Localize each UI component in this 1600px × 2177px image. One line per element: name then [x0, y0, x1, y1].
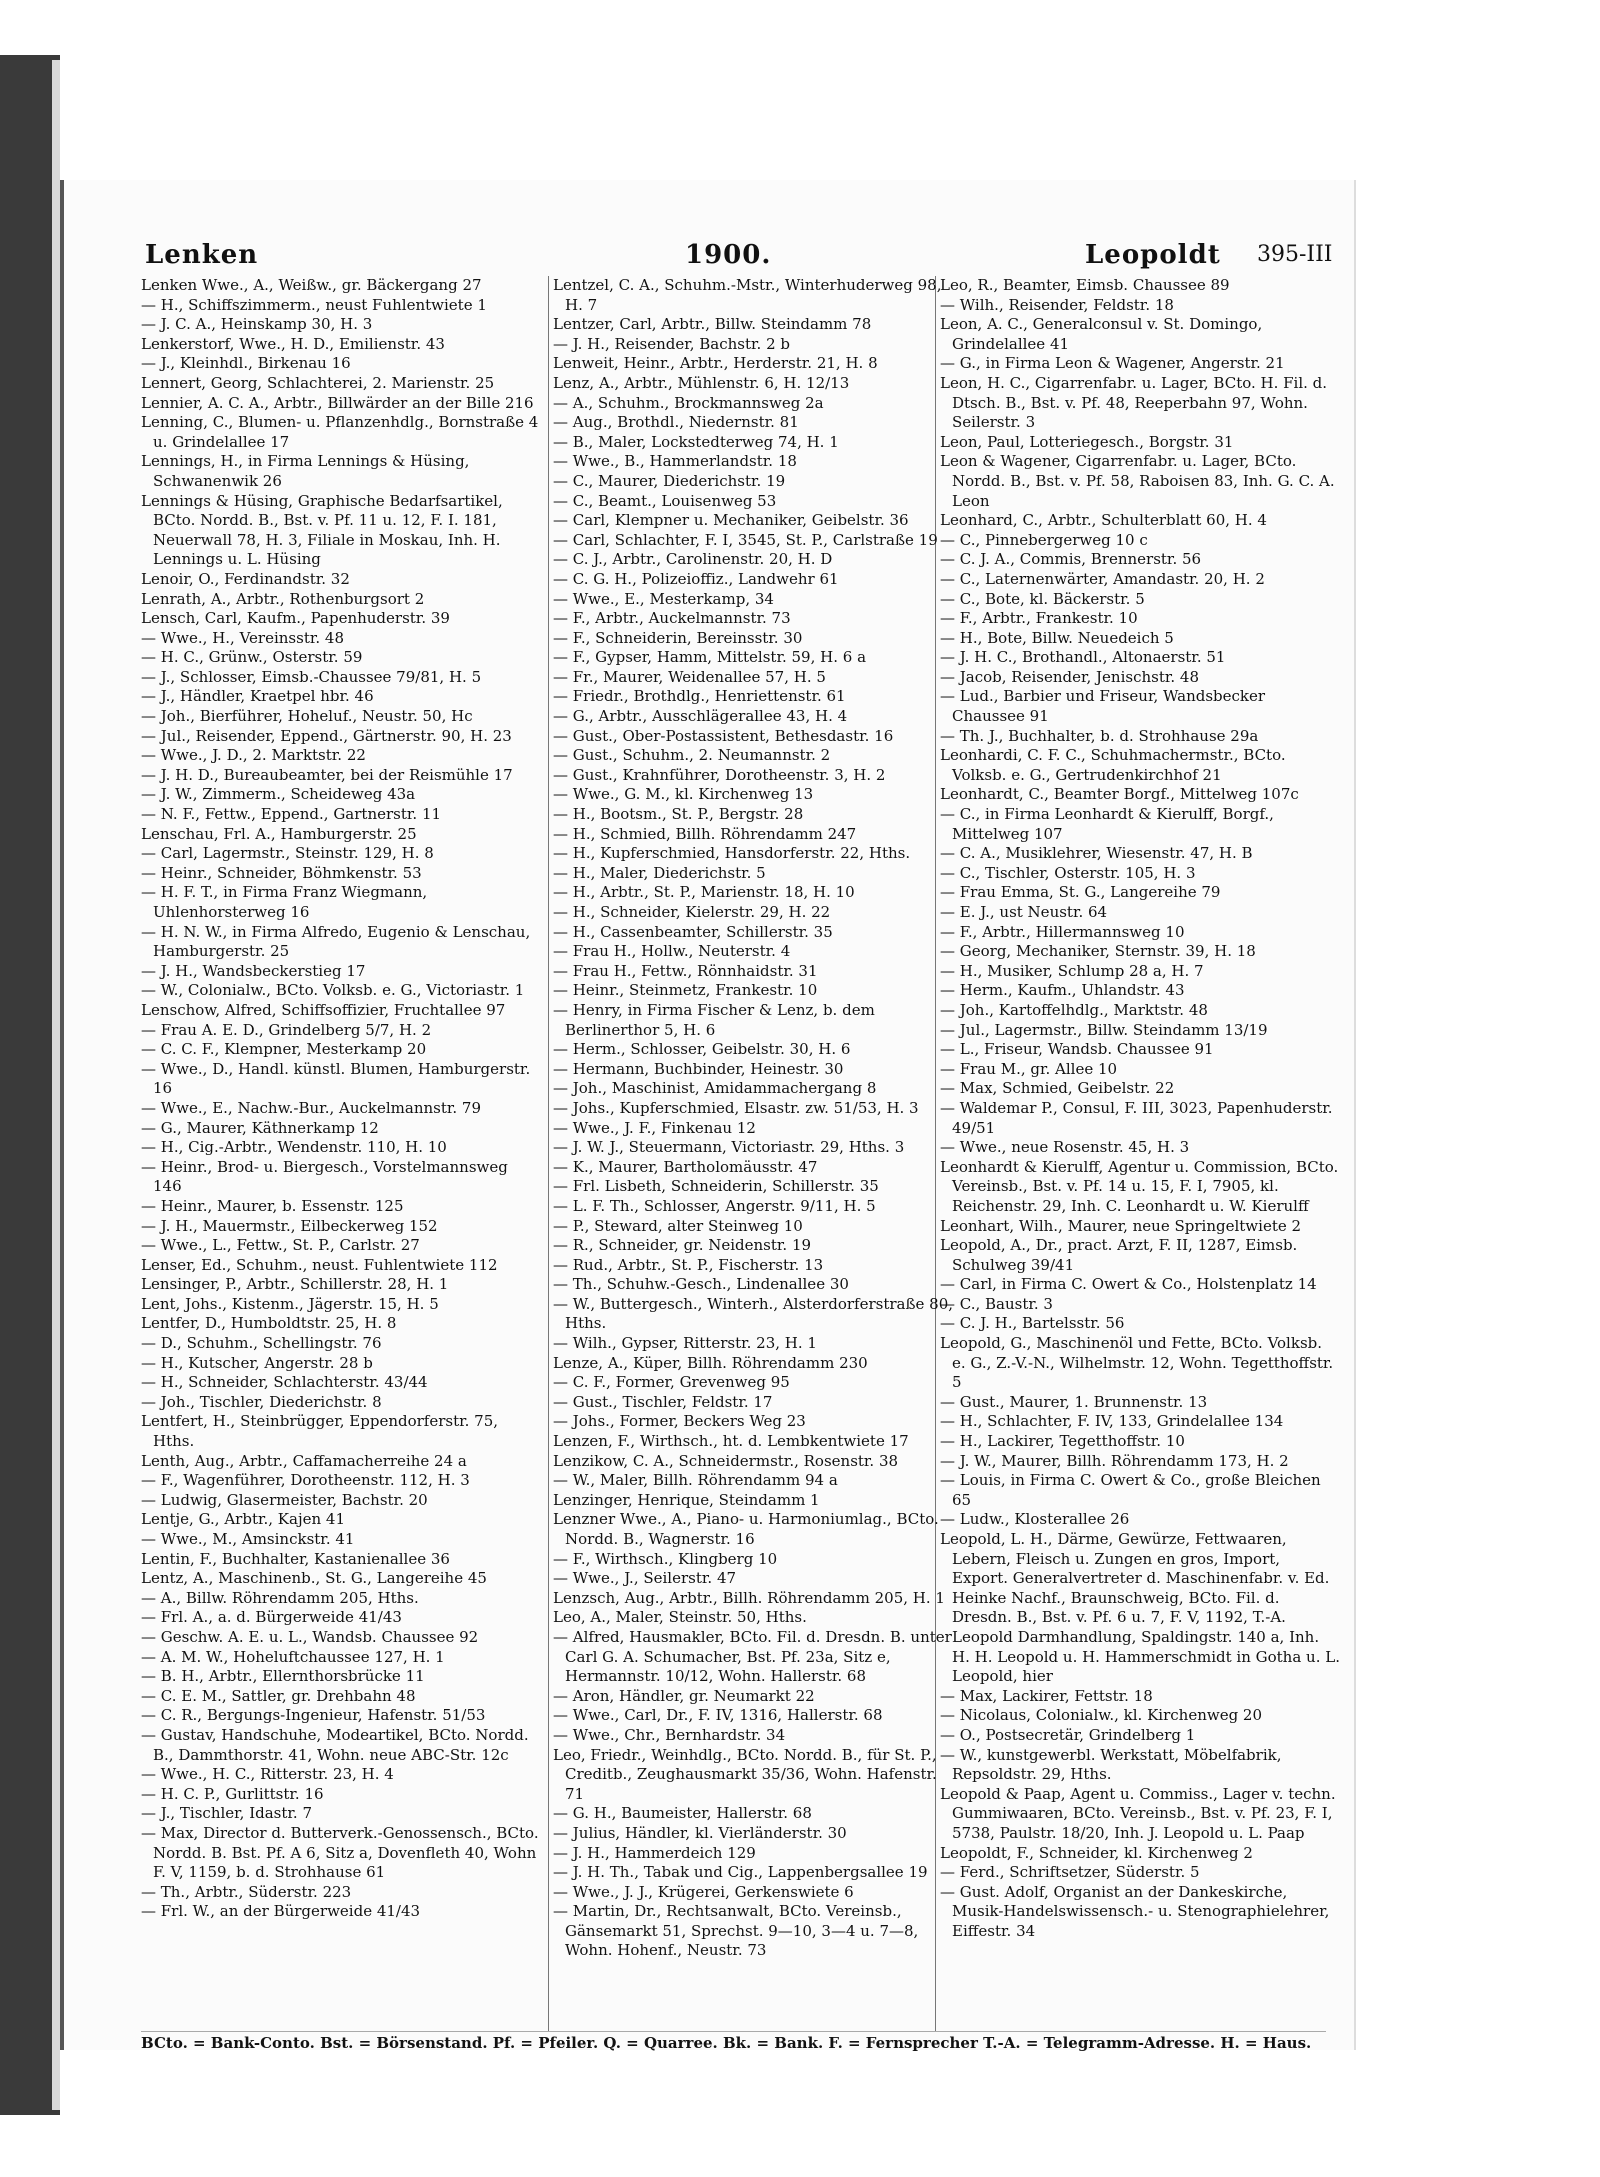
directory-entry: — H., Kupferschmied, Hansdorferstr. 22, Hths.	[553, 844, 911, 863]
directory-entry: — Th., Schuhw.-Gesch., Lindenallee 30	[553, 1275, 849, 1294]
directory-entry: — Martin, Dr., Rechtsanwalt, BCto. Vereinsb., Gänsemarkt 51, Sprechst. 9—10, 3—4 u. 7—8, Wohn. Hohenf., Neustr. 73	[553, 1902, 919, 1960]
directory-entry: — H., Schiffszimmerm., neust Fuhlentwiete 1	[141, 295, 487, 314]
directory-entry: — Wwe., H., Vereinsstr. 48	[141, 628, 344, 647]
directory-entry: — Wwe., B., Hammerlandstr. 18	[553, 452, 797, 471]
directory-entry: — F., Wirthsch., Klingberg 10	[553, 1549, 778, 1568]
directory-entry: — H., Schlachter, F. IV, 133, Grindelallee 134	[940, 1412, 1284, 1431]
directory-entry: — Max, Director d. Butterverk.-Genossensch., BCto. Nordd. B. Bst. Pf. A 6, Sitz a, Dovenfleth 40, Wohn F. V, 1159, b. d. Strohhause 61	[141, 1823, 539, 1882]
directory-entry: Leopoldt, F., Schneider, kl. Kirchenweg 2	[940, 1843, 1253, 1862]
directory-entry: — G., Arbtr., Ausschlägerallee 43, H. 4	[553, 707, 848, 726]
directory-entry: — Georg, Mechaniker, Sternstr. 39, H. 18	[940, 942, 1256, 961]
directory-entry: — F., Arbtr., Frankestr. 10	[940, 609, 1138, 628]
directory-entry: — H., Cig.-Arbtr., Wendenstr. 110, H. 10	[141, 1138, 447, 1157]
directory-entry: — G., Maurer, Käthnerkamp 12	[141, 1118, 379, 1137]
directory-entry: — Th. J., Buchhalter, b. d. Strohhause 29a	[940, 726, 1259, 745]
header-year: 1900.	[685, 240, 772, 270]
directory-entry: — H., Arbtr., St. P., Marienstr. 18, H. 10	[553, 883, 855, 902]
directory-entry: — F., Schneiderin, Bereinsstr. 30	[553, 628, 803, 647]
directory-entry: — J. H., Mauermstr., Eilbeckerweg 152	[141, 1216, 438, 1235]
directory-entry: — H., Musiker, Schlump 28 a, H. 7	[940, 961, 1204, 980]
directory-entry: — H., Cassenbeamter, Schillerstr. 35	[553, 922, 833, 941]
directory-entry: — J., Kleinhdl., Birkenau 16	[141, 354, 351, 373]
directory-entry: — Frl. W., an der Bürgerweide 41/43	[141, 1902, 421, 1921]
directory-entry: — Th., Arbtr., Süderstr. 223	[141, 1882, 352, 1901]
directory-entry: — C., Bote, kl. Bäckerstr. 5	[940, 589, 1145, 608]
directory-entry: — C. A., Musiklehrer, Wiesenstr. 47, H. B	[940, 844, 1253, 863]
directory-entry: Leopold, G., Maschinenöl und Fette, BCto. Volksb. e. G., Z.-V.-N., Wilhelmstr. 12, Wohn. Tegetthoffstr. 5	[940, 1334, 1334, 1392]
directory-entry: — Joh., Tischler, Diederichstr. 8	[141, 1392, 382, 1411]
directory-entry: — A., Schuhm., Brockmannsweg 2a	[553, 393, 824, 412]
directory-entry: — Gust., Krahnführer, Dorotheenstr. 3, H. 2	[553, 765, 886, 784]
directory-entry: — H., Lackirer, Tegetthoffstr. 10	[940, 1432, 1185, 1451]
directory-entry: — J. H. C., Brothandl., Altonaerstr. 51	[940, 648, 1226, 667]
directory-entry: — F., Arbtr., Auckelmannstr. 73	[553, 609, 791, 628]
directory-entry: — Gustav, Handschuhe, Modeartikel, BCto. Nordd. B., Dammthorstr. 41, Wohn. neue ABC-Str. 12c	[141, 1725, 529, 1764]
directory-entry: Lentz, A., Maschinenb., St. G., Langereihe 45	[141, 1569, 487, 1588]
directory-entry: Lentin, F., Buchhalter, Kastanienallee 36	[141, 1549, 450, 1568]
directory-entry: — Wwe., E., Mesterkamp, 34	[553, 589, 774, 608]
directory-entry: — C., Tischler, Osterstr. 105, H. 3	[940, 863, 1196, 882]
directory-entry: — W., Maler, Billh. Röhrendamm 94 a	[553, 1471, 838, 1490]
directory-entry: — Joh., Kartoffelhdlg., Marktstr. 48	[940, 1000, 1208, 1019]
directory-entry: — Frl. Lisbeth, Schneiderin, Schillerstr. 35	[553, 1177, 879, 1196]
directory-entry: — R., Schneider, gr. Neidenstr. 19	[553, 1236, 812, 1255]
directory-entry: — W., kunstgewerbl. Werkstatt, Möbelfabrik, Repsoldstr. 29, Hths.	[940, 1745, 1282, 1784]
directory-entry: — Joh., Bierführer, Hoheluf., Neustr. 50, Hc	[141, 707, 473, 726]
directory-entry: — H. N. W., in Firma Alfredo, Eugenio & Lenschau, Hamburgerstr. 25	[141, 922, 531, 961]
directory-entry: — H., Maler, Diederichstr. 5	[553, 863, 766, 882]
directory-entry: Lenzinger, Henrique, Steindamm 1	[553, 1490, 820, 1509]
directory-column-3	[940, 276, 1340, 2041]
directory-entry: Lenken Wwe., A., Weißw., gr. Bäckergang 27	[141, 276, 482, 294]
directory-entry: — J. H., Reisender, Bachstr. 2 b	[553, 334, 791, 353]
header-first-name: Lenken	[145, 240, 259, 270]
directory-entry: — Wwe., D., Handl. künstl. Blumen, Hamburgerstr. 16	[141, 1059, 531, 1098]
directory-entry: — Carl, Lagermstr., Steinstr. 129, H. 8	[141, 844, 434, 863]
directory-entry: Lenz, A., Arbtr., Mühlenstr. 6, H. 12/13	[553, 373, 850, 392]
directory-entry: — Frau M., gr. Allee 10	[940, 1059, 1118, 1078]
directory-entry: Leon, Paul, Lotteriegesch., Borgstr. 31	[940, 432, 1234, 451]
directory-entry: — Waldemar P., Consul, F. III, 3023, Papenhuderstr. 49/51	[940, 1098, 1333, 1137]
directory-entry: — H., Bootsm., St. P., Bergstr. 28	[553, 805, 804, 824]
directory-entry: — Jacob, Reisender, Jenischstr. 48	[940, 667, 1200, 686]
directory-entry: — C. G. H., Polizeioffiz., Landwehr 61	[553, 569, 839, 588]
directory-entry: — Wwe., J., Seilerstr. 47	[553, 1569, 737, 1588]
directory-entry: — Jul., Reisender, Eppend., Gärtnerstr. 90, H. 23	[141, 726, 512, 745]
directory-entry: — Heinr., Steinmetz, Frankestr. 10	[553, 981, 818, 1000]
directory-entry: — Wwe., L., Fettw., St. P., Carlstr. 27	[141, 1236, 420, 1255]
directory-entry: — J. H. Th., Tabak und Cig., Lappenbergsallee 19	[553, 1863, 928, 1882]
directory-entry: Lenschow, Alfred, Schiffsoffizier, Fruchtallee 97	[141, 1000, 506, 1019]
directory-entry: — E. J., ust Neustr. 64	[940, 903, 1108, 921]
directory-entry: — H., Kutscher, Angerstr. 28 b	[141, 1353, 373, 1372]
directory-entry: — Frl. A., a. d. Bürgerweide 41/43	[141, 1608, 402, 1627]
directory-entry: — H., Schneider, Schlachterstr. 43/44	[141, 1373, 428, 1392]
directory-entry: Leonhardt, C., Beamter Borgf., Mittelweg 107c	[940, 785, 1299, 804]
directory-entry: — C. E. M., Sattler, gr. Drehbahn 48	[141, 1686, 416, 1705]
directory-entry: — J. W. J., Steuermann, Victoriastr. 29, Hths. 3	[553, 1138, 905, 1157]
directory-entry: — Frau H., Hollw., Neuterstr. 4	[553, 942, 791, 961]
directory-entry: — Gust., Ober-Postassistent, Bethesdastr. 16	[553, 726, 894, 745]
directory-entry: — J. W., Zimmerm., Scheideweg 43a	[141, 785, 416, 804]
directory-entry: Lenzen, F., Wirthsch., ht. d. Lembkentwiete 17	[553, 1432, 909, 1451]
directory-entry: — J. H., Wandsbeckerstieg 17	[141, 961, 366, 980]
directory-entry: Lensinger, P., Arbtr., Schillerstr. 28, H. 1	[141, 1275, 449, 1294]
directory-entry: — O., Postsecretär, Grindelberg 1	[940, 1725, 1196, 1744]
directory-entry: — C., Maurer, Diederichstr. 19	[553, 471, 786, 490]
directory-entry: — Aug., Brothdl., Niedernstr. 81	[553, 413, 799, 432]
directory-entry: — Nicolaus, Colonialw., kl. Kirchenweg 20	[940, 1706, 1263, 1725]
directory-entry: — Gust., Maurer, 1. Brunnenstr. 13	[940, 1392, 1208, 1411]
directory-entry: Leon & Wagener, Cigarrenfabr. u. Lager, BCto. Nordd. B., Bst. v. Pf. 58, Raboisen 83, Inh. G. C. A. Leon	[940, 452, 1335, 510]
directory-entry: — Wwe., E., Nachw.-Bur., Auckelmannstr. 79	[141, 1098, 482, 1117]
directory-entry: Lennings, H., in Firma Lennings & Hüsing, Schwanenwik 26	[141, 452, 470, 490]
directory-entry: Lentje, G., Arbtr., Kajen 41	[141, 1510, 345, 1529]
directory-entry: — Joh., Maschinist, Amidammachergang 8	[553, 1079, 877, 1098]
directory-column-1	[141, 276, 541, 2041]
column-divider	[548, 276, 549, 2031]
directory-entry: — Gust., Tischler, Feldstr. 17	[553, 1392, 773, 1411]
directory-entry: — Ludwig, Glasermeister, Bachstr. 20	[141, 1490, 428, 1509]
directory-entry: Lenzner Wwe., A., Piano- u. Harmoniumlag., BCto. Nordd. B., Wagnerstr. 16	[553, 1510, 939, 1548]
directory-entry: Lenzikow, C. A., Schneidermstr., Rosenstr. 38	[553, 1451, 899, 1470]
directory-entry: — C., Pinnebergerweg 10 c	[940, 530, 1148, 549]
directory-entry: — Ferd., Schriftsetzer, Süderstr. 5	[940, 1863, 1200, 1882]
directory-entry: Leonhardi, C. F. C., Schuhmachermstr., BCto. Volksb. e. G., Gertrudenkirchhof 21	[940, 746, 1286, 784]
abbreviation-legend: BCto. = Bank-Conto. Bst. = Börsenstand. Pf. = Pfeiler. Q. = Quarree. Bk. = Bank. F. = Fernsprecher T.-A. = Telegramm-Adresse. H. = Haus.	[141, 2031, 1326, 2056]
directory-entry: — B. H., Arbtr., Ellernthorsbrücke 11	[141, 1667, 425, 1686]
directory-entry: Leo, Friedr., Weinhdlg., BCto. Nordd. B., für St. P., Creditb., Zeughausmarkt 35/36, Wohn. Hafenstr. 71	[553, 1745, 937, 1803]
directory-entry: — Max, Lackirer, Fettstr. 18	[940, 1686, 1153, 1705]
directory-entry: — F., Arbtr., Hillermannsweg 10	[940, 922, 1185, 941]
directory-entry: — D., Schuhm., Schellingstr. 76	[141, 1334, 382, 1353]
header-last-name: Leopoldt	[1085, 240, 1221, 270]
directory-entry: Leon, A. C., Generalconsul v. St. Domingo, Grindelallee 41	[940, 315, 1263, 353]
directory-entry: Leon, H. C., Cigarrenfabr. u. Lager, BCto. H. Fil. d. Dtsch. B., Bst. v. Pf. 48, Reeperbahn 97, Wohn. Seilerstr. 3	[940, 373, 1328, 432]
directory-entry: — Hermann, Buchbinder, Heinestr. 30	[553, 1059, 844, 1078]
entry-list	[141, 276, 541, 1922]
directory-entry: Lenth, Aug., Arbtr., Caffamacherreihe 24 a	[141, 1451, 467, 1470]
directory-entry: — C. F., Former, Grevenweg 95	[553, 1373, 790, 1392]
directory-entry: — Wwe., Chr., Bernhardstr. 34	[553, 1725, 786, 1744]
directory-entry: — J., Händler, Kraetpel hbr. 46	[141, 687, 374, 706]
directory-entry: — Louis, in Firma C. Owert & Co., große Bleichen 65	[940, 1471, 1321, 1509]
directory-entry: — H., Bote, Billw. Neuedeich 5	[940, 628, 1174, 647]
directory-entry: Lennier, A. C. A., Arbtr., Billwärder an der Bille 216	[141, 393, 534, 412]
directory-entry: — A. M. W., Hoheluftchaussee 127, H. 1	[141, 1647, 445, 1666]
directory-entry: Lenschau, Frl. A., Hamburgerstr. 25	[141, 824, 417, 843]
directory-entry: — K., Maurer, Bartholomäusstr. 47	[553, 1157, 818, 1176]
directory-entry: Lensch, Carl, Kaufm., Papenhuderstr. 39	[141, 609, 450, 628]
directory-entry: Lenoir, O., Ferdinandstr. 32	[141, 569, 350, 588]
directory-entry: Lenze, A., Küper, Billh. Röhrendamm 230	[553, 1353, 868, 1372]
directory-entry: — C., Laternenwärter, Amandastr. 20, H. 2	[940, 569, 1265, 588]
directory-entry: — Carl, Klempner u. Mechaniker, Geibelstr. 36	[553, 511, 909, 530]
directory-entry: — H., Schneider, Kielerstr. 29, H. 22	[553, 903, 831, 921]
directory-entry: — Julius, Händler, kl. Vierländerstr. 30	[553, 1823, 847, 1842]
directory-entry: — G. H., Baumeister, Hallerstr. 68	[553, 1804, 812, 1823]
directory-entry: — Gust., Schuhm., 2. Neumannstr. 2	[553, 746, 831, 765]
directory-entry: Leopold, L. H., Därme, Gewürze, Fettwaaren, Lebern, Fleisch u. Zungen en gros, Import, Export. Generalvertreter d. Maschinenfabr. v. Ed. Heinke Nachf., Braunschweig, BCto. Fil. d. Dresdn. B., Bst. v. Pf. 6 u. 7, F. V, 1192, T.-A. Leopold Darmhandlung, Spaldingstr. 140 a, Inh. H. H. Leopold u. H. Hammerschmidt in Gotha u. L. Leopold, hier	[940, 1530, 1340, 1686]
directory-entry: Lentfer, D., Humboldtstr. 25, H. 8	[141, 1314, 397, 1333]
directory-entry: — Fr., Maurer, Weidenallee 57, H. 5	[553, 667, 826, 686]
directory-entry: — J., Tischler, Idastr. 7	[141, 1804, 313, 1823]
directory-entry: — Wwe., H. C., Ritterstr. 23, H. 4	[141, 1765, 394, 1784]
directory-entry: — H. C. P., Gurlittstr. 16	[141, 1784, 324, 1803]
directory-entry: Leo, R., Beamter, Eimsb. Chaussee 89	[940, 276, 1230, 294]
directory-entry: — J. H., Hammerdeich 129	[553, 1843, 756, 1862]
directory-entry: — C., in Firma Leonhardt & Kierulff, Borgf., Mittelweg 107	[940, 805, 1274, 843]
directory-entry: — P., Steward, alter Steinweg 10	[553, 1216, 803, 1235]
directory-entry: — W., Buttergesch., Winterh., Alsterdorferstraße 80, Hths.	[553, 1294, 953, 1333]
directory-entry: — Wwe., G. M., kl. Kirchenweg 13	[553, 785, 814, 804]
previous-page-margin	[52, 60, 60, 2110]
directory-entry: Lentzel, C. A., Schuhm.-Mstr., Winterhuderweg 98, H. 7	[553, 276, 942, 314]
directory-entry: — H. F. T., in Firma Franz Wiegmann, Uhlenhorsterweg 16	[141, 883, 428, 921]
directory-entry: Lenrath, A., Arbtr., Rothenburgsort 2	[141, 589, 425, 608]
directory-entry: Lennings & Hüsing, Graphische Bedarfsartikel, BCto. Nordd. B., Bst. v. Pf. 11 u. 12, F. I. 181, Neuerwall 78, H. 3, Filiale in Moskau, Inh. H. Lennings u. L. Hüsing	[141, 491, 503, 569]
directory-entry: — Wwe., M., Amsinckstr. 41	[141, 1530, 355, 1548]
directory-entry: Lenzsch, Aug., Arbtr., Billh. Röhrendamm 205, H. 1	[553, 1588, 945, 1607]
directory-entry: — Lud., Barbier und Friseur, Wandsbecker Chaussee 91	[940, 687, 1266, 726]
entry-list	[940, 276, 1340, 1941]
directory-entry: — Henry, in Firma Fischer & Lenz, b. dem Berlinerthor 5, H. 6	[553, 1000, 875, 1039]
directory-entry: — C., Baustr. 3	[940, 1294, 1053, 1313]
directory-entry: — Jul., Lagermstr., Billw. Steindamm 13/19	[940, 1020, 1268, 1039]
directory-entry: — C. J. H., Bartelsstr. 56	[940, 1314, 1125, 1333]
directory-entry: — Max, Schmied, Geibelstr. 22	[940, 1079, 1175, 1098]
directory-entry: Lentzer, Carl, Arbtr., Billw. Steindamm 78	[553, 315, 872, 334]
directory-entry: — Frau A. E. D., Grindelberg 5/7, H. 2	[141, 1020, 432, 1039]
directory-entry: — F., Wagenführer, Dorotheenstr. 112, H. 3	[141, 1471, 470, 1490]
directory-entry: — H., Schmied, Billh. Röhrendamm 247	[553, 824, 857, 843]
directory-entry: — C. J., Arbtr., Carolinenstr. 20, H. D	[553, 550, 833, 569]
directory-entry: — Heinr., Maurer, b. Essenstr. 125	[141, 1196, 404, 1215]
previous-page-edge	[0, 55, 60, 2115]
directory-entry: — L. F. Th., Schlosser, Angerstr. 9/11, H. 5	[553, 1196, 876, 1215]
directory-entry: — Frau H., Fettw., Rönnhaidstr. 31	[553, 961, 818, 980]
directory-entry: Lenser, Ed., Schuhm., neust. Fuhlentwiete 112	[141, 1255, 498, 1274]
directory-entry: Leonhardt & Kierulff, Agentur u. Commission, BCto. Vereinsb., Bst. v. Pf. 14 u. 15, F. I, 7905, kl. Reichenstr. 29, Inh. C. Leonhardt u. W. Kierulff	[940, 1157, 1339, 1215]
directory-entry: — Wwe., Carl, Dr., F. IV, 1316, Hallerstr. 68	[553, 1706, 883, 1725]
directory-entry: — Wwe., J. J., Krügerei, Gerkenswiete 6	[553, 1882, 854, 1901]
directory-entry: — J., Schlosser, Eimsb.-Chaussee 79/81, H. 5	[141, 667, 482, 686]
directory-entry: — A., Billw. Röhrendamm 205, Hths.	[141, 1588, 419, 1607]
directory-entry: — G., in Firma Leon & Wagener, Angerstr. 21	[940, 354, 1285, 373]
directory-entry: — H. C., Grünw., Osterstr. 59	[141, 648, 363, 667]
directory-entry: — C., Beamt., Louisenweg 53	[553, 491, 777, 510]
directory-entry: Leopold, A., Dr., pract. Arzt, F. II, 1287, Eimsb. Schulweg 39/41	[940, 1236, 1298, 1274]
directory-entry: — Wwe., J. D., 2. Marktstr. 22	[141, 746, 366, 765]
directory-entry: Leopold & Paap, Agent u. Commiss., Lager v. techn. Gummiwaaren, BCto. Vereinsb., Bst. v. Pf. 23, F. I, 5738, Paulstr. 18/20, Inh. J. Leopold u. L. Paap	[940, 1784, 1336, 1842]
directory-entry: — Carl, in Firma C. Owert & Co., Holstenplatz 14	[940, 1275, 1317, 1294]
directory-entry: — N. F., Fettw., Eppend., Gartnerstr. 11	[141, 805, 442, 824]
directory-entry: — Wwe., J. F., Finkenau 12	[553, 1118, 756, 1137]
entry-list	[553, 276, 953, 1961]
directory-entry: Lent, Johs., Kistenm., Jägerstr. 15, H. 5	[141, 1294, 439, 1313]
directory-entry: — L., Friseur, Wandsb. Chaussee 91	[940, 1040, 1214, 1059]
directory-entry: — Ludw., Klosterallee 26	[940, 1510, 1130, 1529]
directory-entry: — W., Colonialw., BCto. Volksb. e. G., Victoriastr. 1	[141, 981, 525, 1000]
directory-entry: — Herm., Schlosser, Geibelstr. 30, H. 6	[553, 1040, 851, 1059]
directory-entry: — Heinr., Brod- u. Biergesch., Vorstelmannsweg 146	[141, 1157, 508, 1196]
directory-entry: Lenkerstorf, Wwe., H. D., Emilienstr. 43	[141, 334, 445, 353]
directory-entry: Lennert, Georg, Schlachterei, 2. Marienstr. 25	[141, 373, 495, 392]
directory-entry: — Wwe., neue Rosenstr. 45, H. 3	[940, 1138, 1190, 1157]
directory-entry: — Wilh., Reisender, Feldstr. 18	[940, 295, 1174, 314]
directory-entry: — J. H. D., Bureaubeamter, bei der Reismühle 17	[141, 765, 513, 784]
directory-entry: — J. C. A., Heinskamp 30, H. 3	[141, 315, 373, 334]
directory-entry: — Herm., Kaufm., Uhlandstr. 43	[940, 981, 1185, 1000]
directory-entry: — Johs., Former, Beckers Weg 23	[553, 1412, 806, 1431]
running-header	[85, 240, 1335, 272]
directory-entry: — Frau Emma, St. G., Langereihe 79	[940, 883, 1221, 902]
directory-entry: — F., Gypser, Hamm, Mittelstr. 59, H. 6 a	[553, 648, 867, 667]
directory-entry: — Wilh., Gypser, Ritterstr. 23, H. 1	[553, 1334, 817, 1353]
directory-column-2	[553, 276, 953, 2041]
directory-entry: — Friedr., Brothdlg., Henriettenstr. 61	[553, 687, 846, 706]
directory-entry: — Rud., Arbtr., St. P., Fischerstr. 13	[553, 1255, 824, 1274]
directory-entry: Leo, A., Maler, Steinstr. 50, Hths.	[553, 1608, 807, 1627]
directory-entry: Lentfert, H., Steinbrügger, Eppendorferstr. 75, Hths.	[141, 1412, 499, 1451]
directory-entry: Lenning, C., Blumen- u. Pflanzenhdlg., Bornstraße 4 u. Grindelallee 17	[141, 413, 539, 451]
directory-entry: — C. J. A., Commis, Brennerstr. 56	[940, 550, 1202, 569]
directory-entry: Lenweit, Heinr., Arbtr., Herderstr. 21, H. 8	[553, 354, 878, 373]
directory-entry: Leonhart, Wilh., Maurer, neue Springeltwiete 2	[940, 1216, 1302, 1235]
directory-entry: Leonhard, C., Arbtr., Schulterblatt 60, H. 4	[940, 511, 1267, 530]
directory-entry: — Johs., Kupferschmied, Elsastr. zw. 51/53, H. 3	[553, 1098, 919, 1117]
directory-entry: — Gust. Adolf, Organist an der Dankeskirche, Musik-Handelswissensch.- u. Stenographielehrer, Eiffestr. 34	[940, 1882, 1330, 1940]
directory-entry: — J. W., Maurer, Billh. Röhrendamm 173, H. 2	[940, 1451, 1289, 1470]
directory-entry: — C. R., Bergungs-Ingenieur, Hafenstr. 51/53	[141, 1706, 486, 1725]
directory-entry: — C. C. F., Klempner, Mesterkamp 20	[141, 1040, 427, 1059]
directory-entry: — Geschw. A. E. u. L., Wandsb. Chaussee 92	[141, 1627, 479, 1646]
directory-entry: — Alfred, Hausmakler, BCto. Fil. d. Dresdn. B. unter Carl G. A. Schumacher, Bst. Pf. 23a, Sitz e, Hermannstr. 10/12, Wohn. Hallerstr. 68	[553, 1627, 952, 1686]
directory-entry: — Aron, Händler, gr. Neumarkt 22	[553, 1686, 815, 1705]
directory-entry: — Carl, Schlachter, F. I, 3545, St. P., Carlstraße 19	[553, 530, 938, 549]
directory-entry: — Heinr., Schneider, Böhmkenstr. 53	[141, 863, 422, 882]
directory-entry: — B., Maler, Lockstedterweg 74, H. 1	[553, 432, 839, 451]
page-number: 395-III	[1257, 242, 1333, 267]
